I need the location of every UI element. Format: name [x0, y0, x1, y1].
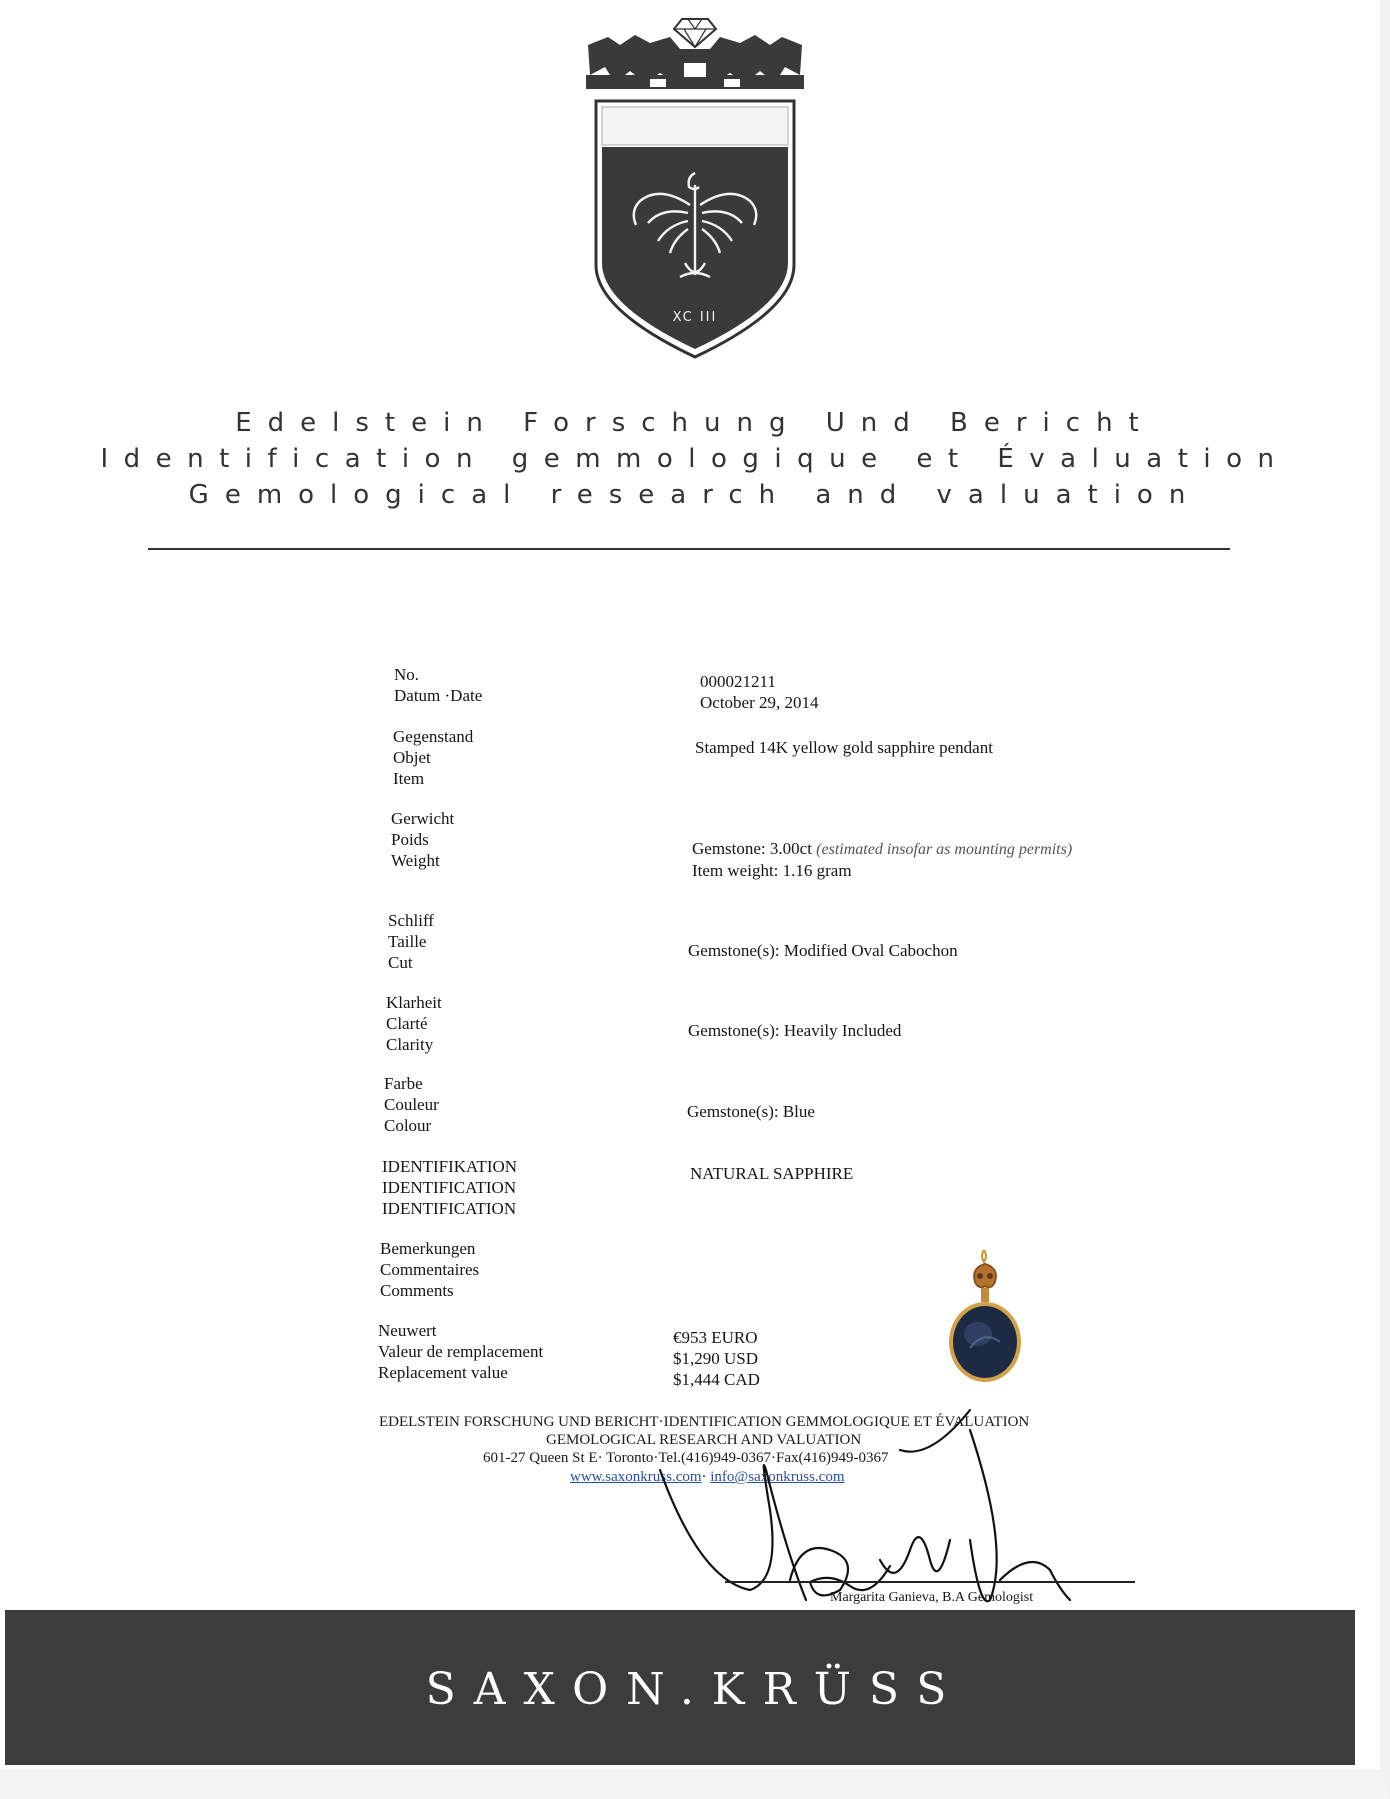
- heading-english: Gemological research and valuation: [188, 480, 1202, 510]
- number-date-values: [700, 671, 819, 713]
- comments-labels: [380, 1238, 479, 1301]
- item-labels: [393, 726, 473, 789]
- label-weight: Weight: [391, 851, 440, 870]
- item-weight: Item weight: 1.16 gram: [692, 861, 852, 880]
- report-number: 000021211: [700, 672, 776, 691]
- label-replacement-value: Replacement value: [378, 1363, 508, 1382]
- value-amounts: [673, 1327, 760, 1390]
- label-cut: Cut: [388, 953, 413, 972]
- link-separator: ·: [701, 1469, 707, 1485]
- identification-value: NATURAL SAPPHIRE: [690, 1164, 854, 1183]
- label-date: Datum ·Date: [394, 686, 483, 705]
- label-identification-en: IDENTIFICATION: [382, 1199, 517, 1218]
- weight-labels: [391, 808, 454, 871]
- colour-labels: [384, 1073, 439, 1136]
- identification-labels: [382, 1156, 517, 1219]
- label-schliff: Schliff: [388, 911, 434, 930]
- gemstone-weight: Gemstone: 3.00ct: [692, 839, 812, 858]
- email-link[interactable]: info@saxonkruss.com: [710, 1469, 845, 1485]
- colour-value: Gemstone(s): Blue: [687, 1102, 815, 1121]
- label-colour: Colour: [384, 1116, 432, 1135]
- signer-name: Margarita Ganieva, B.A Gemologist: [830, 1590, 1034, 1605]
- label-taille: Taille: [388, 932, 427, 951]
- brand-name: SAXON.KRÜSS: [425, 1664, 965, 1715]
- heading-german: Edelstein Forschung Und Bericht: [235, 408, 1155, 438]
- label-objet: Objet: [393, 748, 431, 767]
- label-clarte: Clarté: [386, 1014, 428, 1033]
- label-couleur: Couleur: [384, 1095, 439, 1114]
- clarity-labels: [386, 992, 442, 1055]
- heading-french: Identification gemmologique et Évaluation: [100, 444, 1290, 474]
- cut-labels: [388, 910, 434, 973]
- signature-line: [725, 1581, 1135, 1583]
- crest-numeral: XC III: [672, 310, 718, 325]
- label-identifikation: IDENTIFIKATION: [382, 1157, 518, 1176]
- divider-rule: [148, 548, 1230, 550]
- diamond-icon: [674, 19, 716, 47]
- sapphire-pendant-image: [940, 1248, 1030, 1384]
- label-gegenstand: Gegenstand: [393, 727, 474, 746]
- footer-address: 601-27 Queen St E· Toronto·Tel.(416)949-0367·Fax(416)949-0367: [483, 1450, 889, 1466]
- item-value: Stamped 14K yellow gold sapphire pendant: [695, 738, 993, 757]
- crest-logo: [580, 5, 810, 365]
- label-neuwert: Neuwert: [378, 1321, 437, 1340]
- label-valeur: Valeur de remplacement: [378, 1342, 544, 1361]
- label-item: Item: [393, 769, 425, 788]
- weight-note: (estimated insofar as mounting permits): [816, 841, 1073, 858]
- label-commentaires: Commentaires: [380, 1260, 480, 1279]
- label-bemerkungen: Bemerkungen: [380, 1239, 476, 1258]
- weight-values: [692, 838, 1072, 881]
- number-date-labels: [394, 664, 482, 706]
- label-clarity: Clarity: [386, 1035, 434, 1054]
- report-date: October 29, 2014: [700, 693, 819, 712]
- label-identification-fr: IDENTIFICATION: [382, 1178, 517, 1197]
- value-euro: €953 EURO: [673, 1328, 758, 1347]
- value-usd: $1,290 USD: [673, 1349, 759, 1368]
- clarity-value: Gemstone(s): Heavily Included: [688, 1021, 902, 1040]
- value-labels: [378, 1320, 543, 1383]
- label-poids: Poids: [391, 830, 429, 849]
- footer-line-2: GEMOLOGICAL RESEARCH AND VALUATION: [546, 1432, 862, 1448]
- label-farbe: Farbe: [384, 1074, 423, 1093]
- label-comments: Comments: [380, 1281, 454, 1300]
- label-klarheit: Klarheit: [386, 993, 442, 1012]
- label-no: No.: [394, 665, 420, 684]
- value-cad: $1,444 CAD: [673, 1370, 760, 1389]
- cut-value: Gemstone(s): Modified Oval Cabochon: [688, 941, 958, 960]
- website-link[interactable]: www.saxonkruss.com: [570, 1469, 702, 1485]
- footer-line-1: EDELSTEIN FORSCHUNG UND BERICHT·IDENTIFICATION GEMMOLOGIQUE ET ÉVALUATION: [379, 1414, 1030, 1430]
- label-gerwicht: Gerwicht: [391, 809, 455, 828]
